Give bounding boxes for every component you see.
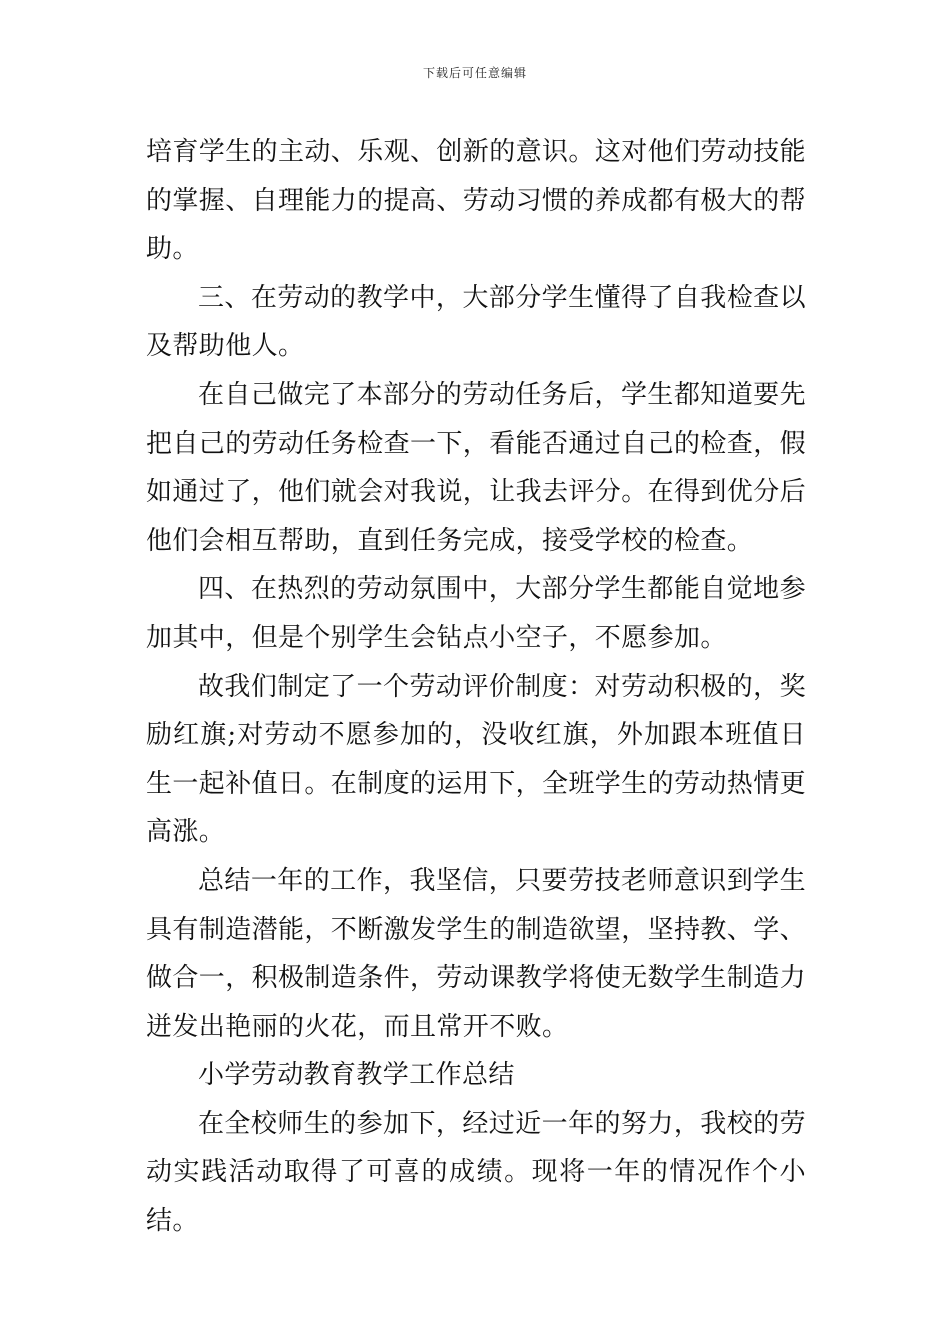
paragraph-2: 三、在劳动的教学中，大部分学生懂得了自我检查以及帮助他人。 <box>146 282 806 362</box>
paragraph-5: 故我们制定了一个劳动评价制度：对劳动积极的，奖励红旗;对劳动不愿参加的，没收红旗，外加跟本班值日生一起补值日。在制度的运用下，全班学生的劳动热情更高涨。 <box>146 671 807 848</box>
page-header: 下载后可任意编辑 <box>422 66 527 80</box>
paragraph-1: 培育学生的主动、乐观、创新的意识。这对他们劳动技能的掌握、自理能力的提高、劳动习惯的养成都有极大的帮助。 <box>146 137 807 265</box>
paragraph-3: 在自己做完了本部分的劳动任务后，学生都知道要先把自己的劳动任务检查一下，看能否通过自己的检查，假如通过了，他们就会对我说，让我去评分。在得到优分后他们会相互帮助，直到任务完成，接受学校的检查。 <box>146 379 807 556</box>
paragraph-7: 在全校师生的参加下，经过近一年的努力，我校的劳动实践活动取得了可喜的成绩。现将一年的情况作个小结。 <box>146 1108 806 1237</box>
paragraph-4: 四、在热烈的劳动氛围中，大部分学生都能自觉地参加其中，但是个别学生会钻点小空子，不愿参加。 <box>146 574 806 653</box>
document-body <box>146 128 806 1246</box>
section-title: 小学劳动教育教学工作总结 <box>198 1060 515 1091</box>
paragraph-6: 总结一年的工作，我坚信，只要劳技老师意识到学生具有制造潜能，不断激发学生的制造欲望，坚持教、学、做合一，积极制造条件，劳动课教学将使无数学生制造力迸发出艳丽的火花，而且常开不败。 <box>146 865 807 1042</box>
